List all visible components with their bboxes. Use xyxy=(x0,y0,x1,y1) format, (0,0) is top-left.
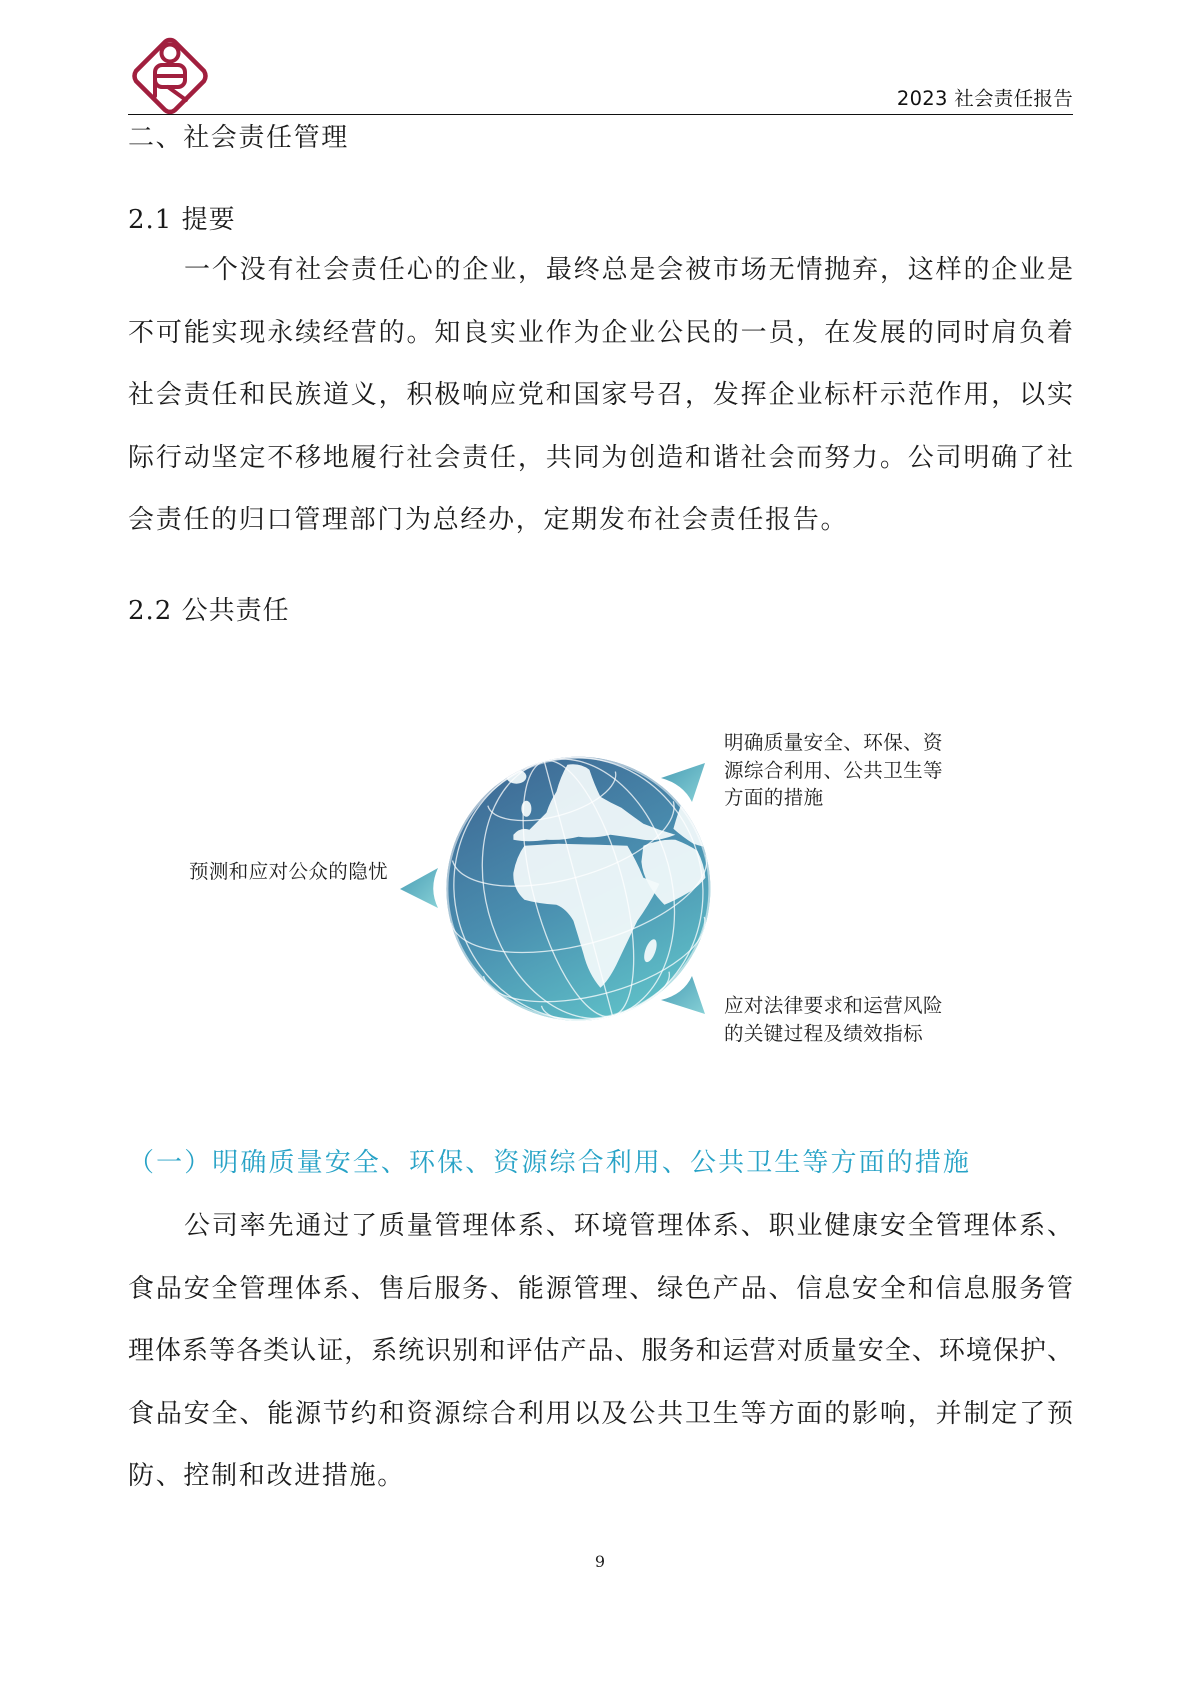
paragraph-line: 防、控制和改进措施。 xyxy=(128,1461,406,1492)
summary-paragraph xyxy=(128,239,1073,552)
paragraph-line: 际行动坚定不移地履行社会责任，共同为创造和谐社会而努力。公司明确了社 xyxy=(128,442,1073,473)
paragraph-line: 不可能实现永续经营的。知良实业作为企业公民的一员，在发展的同时肩负着 xyxy=(128,317,1073,348)
diagram-label-line: 应对法律要求和运营风险 xyxy=(724,994,943,1017)
section-title: 二、社会责任管理 xyxy=(128,123,349,153)
measures-paragraph xyxy=(128,1195,1073,1508)
diagram-label-line: 源综合利用、公共卫生等 xyxy=(724,758,943,782)
paragraph-line: 社会责任和民族道义，积极响应党和国家号召，发挥企业标杆示范作用，以实 xyxy=(128,380,1073,411)
header-divider xyxy=(128,114,1073,116)
diagram-label-left xyxy=(189,858,388,886)
diagram-label-top-right xyxy=(724,729,943,812)
paragraph-line: 一个没有社会责任心的企业，最终总是会被市场无情抛弃，这样的企业是 xyxy=(184,255,1073,285)
paragraph-line: 理体系等各类认证，系统识别和评估产品、服务和运营对质量安全、环境保护、 xyxy=(128,1336,1073,1367)
arrow-left-icon xyxy=(400,868,438,908)
diagram-label-line: 方面的措施 xyxy=(724,786,824,809)
report-title: 2023 社会责任报告 xyxy=(896,87,1073,110)
diagram-label-line: 预测和应对公众的隐忧 xyxy=(189,860,389,883)
paragraph-line: 食品安全管理体系、售后服务、能源管理、绿色产品、信息安全和信息服务管 xyxy=(128,1273,1073,1304)
paragraph-line: 会责任的归口管理部门为总经办，定期发布社会责任报告。 xyxy=(128,505,849,536)
subsection-title-public-responsibility: 2.2 公共责任 xyxy=(128,596,290,626)
company-logo xyxy=(130,36,210,116)
subsection-title-summary: 2.1 提要 xyxy=(128,205,236,235)
diagram-label-bottom-right xyxy=(724,992,943,1047)
page-number: 9 xyxy=(594,1552,606,1571)
item-heading-measures: （一）明确质量安全、环保、资源综合利用、公共卫生等方面的措施 xyxy=(128,1148,972,1178)
public-responsibility-diagram xyxy=(380,740,720,1040)
globe-graphic xyxy=(415,740,720,1040)
diagram-label-line: 明确质量安全、环保、资 xyxy=(724,731,943,754)
paragraph-line: 食品安全、能源节约和资源综合利用以及公共卫生等方面的影响，并制定了预 xyxy=(128,1398,1073,1429)
paragraph-line: 公司率先通过了质量管理体系、环境管理体系、职业健康安全管理体系、 xyxy=(184,1211,1073,1241)
diagram-label-line: 的关键过程及绩效指标 xyxy=(724,1021,924,1045)
